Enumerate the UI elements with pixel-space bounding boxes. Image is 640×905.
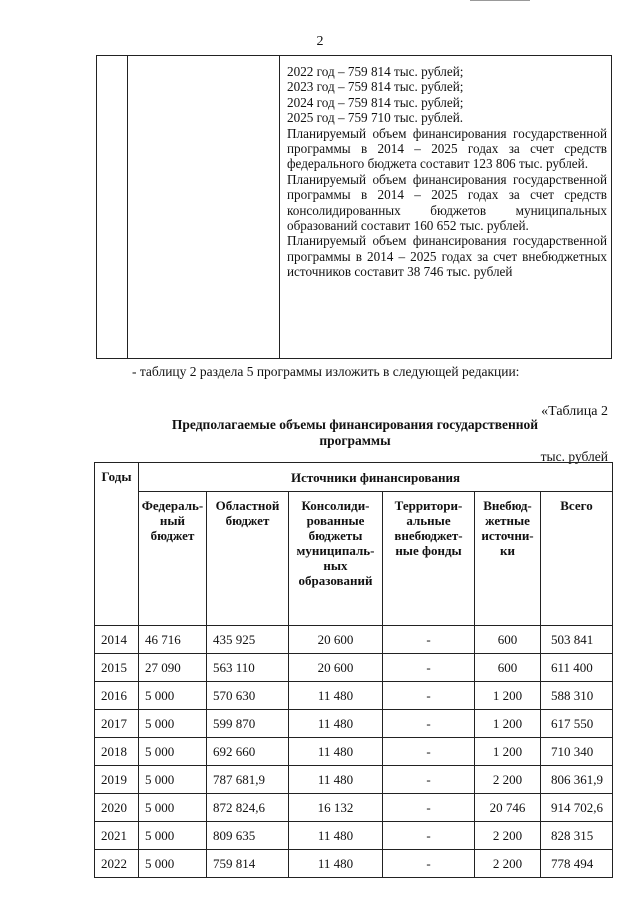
value-cell: 2 200 bbox=[475, 766, 541, 794]
value-cell: 5 000 bbox=[139, 682, 207, 710]
value-cell: 11 480 bbox=[289, 850, 383, 878]
page-number: 2 bbox=[316, 34, 324, 49]
value-cell: 611 400 bbox=[541, 654, 613, 682]
value-cell: - bbox=[383, 710, 475, 738]
offbudget-funding-paragraph: Планируемый объем финансирования государственной программы в 2014 – 2025 годах за счет внебюджетных источников составит 38 746 тыс. рублей bbox=[287, 233, 607, 280]
year-cell: 2021 bbox=[95, 822, 139, 850]
value-cell: 5 000 bbox=[139, 766, 207, 794]
column-header: Территори-альные внебюджет-ные фонды bbox=[383, 492, 475, 626]
federal-funding-paragraph: Планируемый объем финансирования государственной программы в 2014 – 2025 годах за счет средств федерального бюджета составит 123 806 тыс. рублей. bbox=[287, 125, 607, 172]
scan-mark bbox=[470, 0, 530, 1]
sources-header: Источники финансирования bbox=[139, 463, 613, 492]
value-cell: - bbox=[383, 822, 475, 850]
value-cell: 710 340 bbox=[541, 738, 613, 766]
value-cell: 828 315 bbox=[541, 822, 613, 850]
year-cell: 2016 bbox=[95, 682, 139, 710]
value-cell: - bbox=[383, 766, 475, 794]
value-cell: - bbox=[383, 794, 475, 822]
value-cell: - bbox=[383, 850, 475, 878]
year-cell: 2020 bbox=[95, 794, 139, 822]
column-header: Всего bbox=[541, 492, 613, 626]
value-cell: 2 200 bbox=[475, 822, 541, 850]
value-cell: 16 132 bbox=[289, 794, 383, 822]
value-cell: 759 814 bbox=[207, 850, 289, 878]
table-row bbox=[95, 626, 613, 654]
value-cell: 809 635 bbox=[207, 822, 289, 850]
table-title: Предполагаемые объемы финансирования государственной программы bbox=[171, 417, 539, 448]
year-cell: 2014 bbox=[95, 626, 139, 654]
value-cell: 20 746 bbox=[475, 794, 541, 822]
value-cell: 20 600 bbox=[289, 626, 383, 654]
value-cell: 570 630 bbox=[207, 682, 289, 710]
value-cell: 503 841 bbox=[541, 626, 613, 654]
funding-line: 2022 год – 759 814 тыс. рублей; bbox=[287, 64, 464, 79]
table-row bbox=[95, 850, 613, 878]
value-cell: 1 200 bbox=[475, 738, 541, 766]
column-header: Областной бюджет bbox=[207, 492, 289, 626]
value-cell: 11 480 bbox=[289, 766, 383, 794]
year-cell: 2015 bbox=[95, 654, 139, 682]
column-divider bbox=[127, 56, 128, 358]
value-cell: 600 bbox=[475, 654, 541, 682]
table-row bbox=[95, 710, 613, 738]
column-divider bbox=[279, 56, 280, 358]
table-row bbox=[95, 654, 613, 682]
continuation-table bbox=[96, 55, 612, 359]
units-label: тыс. рублей bbox=[540, 449, 608, 464]
value-cell: - bbox=[383, 654, 475, 682]
value-cell: 778 494 bbox=[541, 850, 613, 878]
column-header: Федераль-ный бюджет bbox=[139, 492, 207, 626]
financing-table bbox=[94, 462, 613, 878]
value-cell: 11 480 bbox=[289, 710, 383, 738]
column-header: Консолиди-рованные бюджеты муниципаль-ных образований bbox=[289, 492, 383, 626]
table-label: «Таблица 2 bbox=[541, 404, 608, 419]
funding-line: 2023 год – 759 814 тыс. рублей; bbox=[287, 79, 464, 95]
value-cell: 599 870 bbox=[207, 710, 289, 738]
year-cell: 2019 bbox=[95, 766, 139, 794]
value-cell: 563 110 bbox=[207, 654, 289, 682]
year-cell: 2017 bbox=[95, 710, 139, 738]
value-cell: 787 681,9 bbox=[207, 766, 289, 794]
instruction-text: - таблицу 2 раздела 5 программы изложить в следующей редакции: bbox=[132, 364, 520, 379]
column-header: Внебюд-жетные источни-ки bbox=[475, 492, 541, 626]
value-cell: 5 000 bbox=[139, 822, 207, 850]
value-cell: 617 550 bbox=[541, 710, 613, 738]
value-cell: 435 925 bbox=[207, 626, 289, 654]
value-cell: 1 200 bbox=[475, 682, 541, 710]
value-cell: 11 480 bbox=[289, 682, 383, 710]
year-cell: 2022 bbox=[95, 850, 139, 878]
value-cell: 588 310 bbox=[541, 682, 613, 710]
value-cell: 1 200 bbox=[475, 710, 541, 738]
year-cell: 2018 bbox=[95, 738, 139, 766]
value-cell: 27 090 bbox=[139, 654, 207, 682]
value-cell: 600 bbox=[475, 626, 541, 654]
value-cell: - bbox=[383, 738, 475, 766]
value-cell: 914 702,6 bbox=[541, 794, 613, 822]
value-cell: 46 716 bbox=[139, 626, 207, 654]
table-row bbox=[95, 766, 613, 794]
value-cell: 806 361,9 bbox=[541, 766, 613, 794]
table-row bbox=[95, 738, 613, 766]
municipal-funding-paragraph: Планируемый объем финансирования государственной программы в 2014 – 2025 годах за счет средств консолидированных бюджетов муниципальных образований составит 160 652 тыс. рублей. bbox=[287, 171, 607, 234]
value-cell: 5 000 bbox=[139, 710, 207, 738]
value-cell: - bbox=[383, 626, 475, 654]
years-header: Годы bbox=[95, 463, 139, 626]
table-row bbox=[95, 794, 613, 822]
value-cell: 11 480 bbox=[289, 738, 383, 766]
funding-line: 2025 год – 759 710 тыс. рублей. bbox=[287, 110, 464, 126]
continuation-text bbox=[287, 64, 607, 280]
value-cell: 2 200 bbox=[475, 850, 541, 878]
table-row bbox=[95, 682, 613, 710]
value-cell: 5 000 bbox=[139, 850, 207, 878]
value-cell: 11 480 bbox=[289, 822, 383, 850]
funding-line: 2024 год – 759 814 тыс. рублей; bbox=[287, 94, 464, 110]
value-cell: 692 660 bbox=[207, 738, 289, 766]
table-row bbox=[95, 822, 613, 850]
value-cell: 5 000 bbox=[139, 738, 207, 766]
value-cell: 872 824,6 bbox=[207, 794, 289, 822]
value-cell: - bbox=[383, 682, 475, 710]
value-cell: 20 600 bbox=[289, 654, 383, 682]
value-cell: 5 000 bbox=[139, 794, 207, 822]
